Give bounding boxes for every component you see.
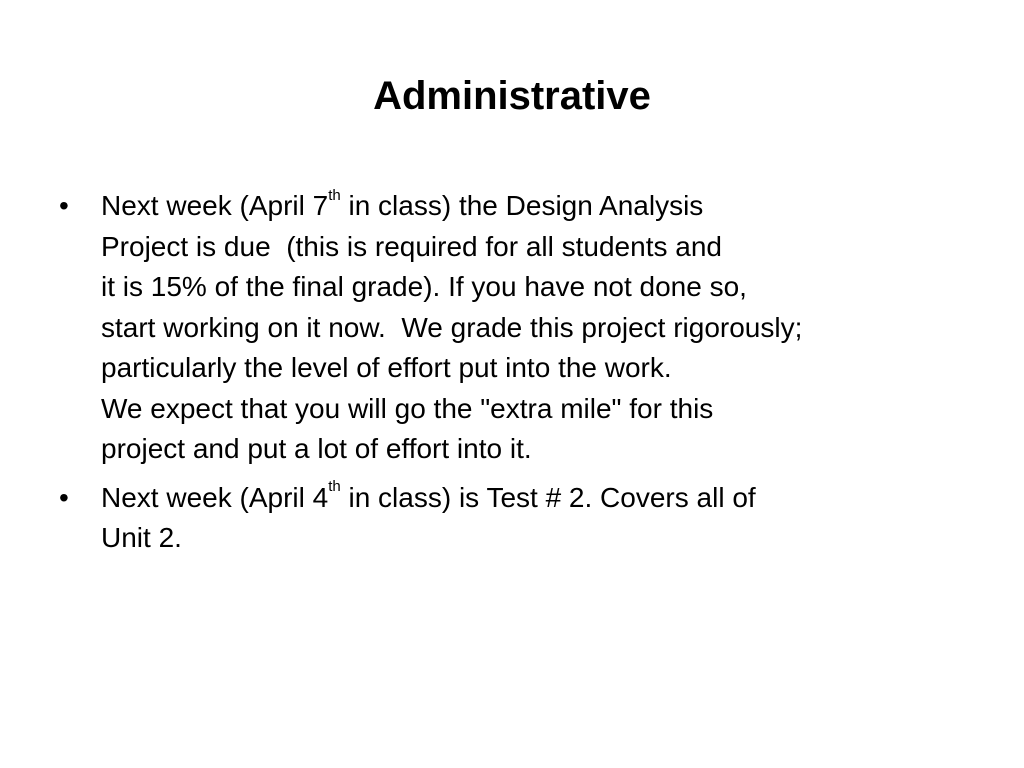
bullet-line: start working on it now. We grade this project rigorously; bbox=[101, 311, 803, 343]
bullet-line: Unit 2. bbox=[101, 522, 182, 553]
bullet-line: Project is due (this is required for all students and bbox=[101, 230, 722, 262]
ordinal-suffix: th bbox=[328, 478, 341, 496]
bullet-line: particularly the level of effort put into the work. bbox=[101, 352, 672, 383]
bullet-item-design-project bbox=[56, 186, 986, 470]
bullet-line: Next week (April 7th in class) the Design Analysis bbox=[101, 186, 704, 221]
bullet-icon: • bbox=[59, 481, 69, 513]
bullet-line: project and put a lot of effort into it. bbox=[101, 433, 532, 464]
bullet-icon: • bbox=[59, 190, 69, 221]
bullet-line: it is 15% of the final grade). If you have not done so, bbox=[101, 271, 747, 302]
bullet-list bbox=[56, 186, 986, 567]
ordinal-suffix: th bbox=[328, 186, 341, 204]
bullet-line: Next week (April 4th in class) is Test # 2. Covers all of bbox=[101, 478, 756, 513]
slide-title: Administrative bbox=[373, 74, 651, 118]
bullet-line: We expect that you will go the "extra mile" for this bbox=[101, 392, 714, 424]
bullet-item-test bbox=[56, 478, 986, 559]
